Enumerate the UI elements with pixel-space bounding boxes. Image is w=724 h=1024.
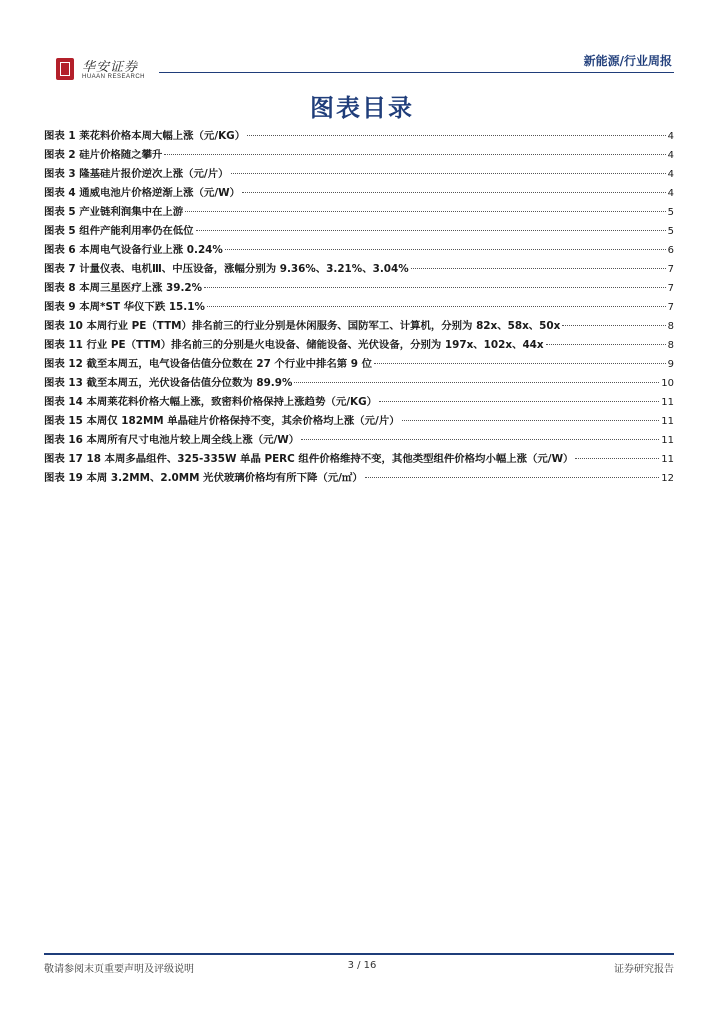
table-of-figures xyxy=(44,127,674,488)
toc-entry-page: 9 xyxy=(667,359,674,370)
toc-entry-label: 图表 1 莱花料价格本周大幅上涨（元/KG） xyxy=(44,130,246,142)
toc-entry[interactable] xyxy=(44,184,674,203)
toc-entry-page: 11 xyxy=(661,435,674,446)
toc-entry-page: 4 xyxy=(667,188,674,199)
toc-dot-leader xyxy=(207,306,666,307)
toc-entry-label: 图表 17 18 本周多晶组件、325-335W 单晶 PERC 组件价格维持不变，其他类型组件价格均小幅上涨（元/W） xyxy=(44,453,574,465)
toc-entry-label: 图表 11 行业 PE（TTM）排名前三的分别是火电设备、储能设备、光伏设备，分别为 197x、102x、44x xyxy=(44,339,544,351)
toc-entry[interactable] xyxy=(44,355,674,374)
toc-dot-leader xyxy=(231,173,666,174)
toc-dot-leader xyxy=(411,268,666,269)
toc-dot-leader xyxy=(247,135,666,136)
toc-entry-page: 11 xyxy=(661,454,674,465)
footer-divider xyxy=(44,953,674,955)
toc-entry-page: 7 xyxy=(667,283,674,294)
toc-entry-label: 图表 5 产业链利润集中在上游 xyxy=(44,206,184,218)
toc-entry-page: 4 xyxy=(667,169,674,180)
toc-dot-leader xyxy=(379,401,659,402)
report-category-title: 新能源/行业周报 xyxy=(583,54,672,68)
toc-entry[interactable] xyxy=(44,165,674,184)
toc-dot-leader xyxy=(204,287,666,288)
toc-entry-label: 图表 6 本周电气设备行业上涨 0.24% xyxy=(44,244,223,256)
toc-entry-label: 图表 13 截至本周五，光伏设备估值分位数为 89.9% xyxy=(44,377,293,389)
toc-entry-label: 图表 10 本周行业 PE（TTM）排名前三的行业分别是休闲服务、国防军工、计算机，分别为 82x、58x、50x xyxy=(44,320,561,332)
toc-entry-label: 图表 9 本周*ST 华仪下跌 15.1% xyxy=(44,301,205,313)
toc-entry-page: 7 xyxy=(667,302,674,313)
toc-entry-label: 图表 2 硅片价格随之攀升 xyxy=(44,149,163,161)
toc-dot-leader xyxy=(164,154,665,155)
toc-entry-page: 7 xyxy=(667,264,674,275)
toc-entry[interactable] xyxy=(44,260,674,279)
toc-entry-page: 12 xyxy=(661,473,674,484)
toc-entry[interactable] xyxy=(44,203,674,222)
toc-entry-page: 4 xyxy=(667,150,674,161)
toc-entry[interactable] xyxy=(44,412,674,431)
toc-entry[interactable] xyxy=(44,298,674,317)
toc-entry-label: 图表 7 计量仪表、电机Ⅲ、中压设备，涨幅分别为 9.36%、3.21%、3.04% xyxy=(44,263,409,275)
toc-entry[interactable] xyxy=(44,241,674,260)
toc-entry[interactable] xyxy=(44,146,674,165)
toc-entry-page: 8 xyxy=(667,340,674,351)
logo-chinese-name: 华安证券 xyxy=(82,60,139,75)
toc-entry-page: 11 xyxy=(661,397,674,408)
toc-entry-label: 图表 14 本周莱花料价格大幅上涨，致密料价格保持上涨趋势（元/KG） xyxy=(44,396,378,408)
toc-dot-leader xyxy=(196,230,666,231)
page-header xyxy=(44,50,674,84)
toc-entry[interactable] xyxy=(44,279,674,298)
toc-entry-label: 图表 4 通威电池片价格逆渐上涨（元/W） xyxy=(44,187,240,199)
toc-dot-leader xyxy=(575,458,659,459)
toc-entry-page: 8 xyxy=(667,321,674,332)
toc-title: 图表目录 xyxy=(310,94,414,122)
toc-dot-leader xyxy=(294,382,659,383)
toc-entry[interactable] xyxy=(44,336,674,355)
company-logo-icon xyxy=(56,58,74,80)
toc-dot-leader xyxy=(301,439,659,440)
toc-entry-page: 11 xyxy=(661,416,674,427)
toc-entry[interactable] xyxy=(44,431,674,450)
toc-entry-page: 5 xyxy=(667,226,674,237)
page-number: 3 / 16 xyxy=(347,960,377,971)
toc-dot-leader xyxy=(374,363,666,364)
toc-dot-leader xyxy=(562,325,665,326)
toc-dot-leader xyxy=(225,249,666,250)
toc-entry-label: 图表 16 本周所有尺寸电池片较上周全线上涨（元/W） xyxy=(44,434,300,446)
footer-disclaimer: 敬请参阅末页重要声明及评级说明 xyxy=(44,964,194,975)
toc-dot-leader xyxy=(185,211,665,212)
toc-entry[interactable] xyxy=(44,450,674,469)
toc-entry[interactable] xyxy=(44,317,674,336)
toc-entry-label: 图表 15 本周仅 182MM 单晶硅片价格保持不变，其余价格均上涨（元/片） xyxy=(44,415,400,427)
toc-entry-label: 图表 3 隆基硅片报价逆次上涨（元/片） xyxy=(44,168,229,180)
toc-entry-page: 10 xyxy=(661,378,674,389)
toc-entry-label: 图表 8 本周三星医疗上涨 39.2% xyxy=(44,282,203,294)
toc-entry-page: 5 xyxy=(667,207,674,218)
header-divider xyxy=(159,72,674,73)
toc-dot-leader xyxy=(365,477,660,478)
toc-entry[interactable] xyxy=(44,469,674,488)
logo-english-name: HUAAN RESEARCH xyxy=(82,74,146,80)
toc-entry-label: 图表 12 截至本周五，电气设备估值分位数在 27 个行业中排名第 9 位 xyxy=(44,358,373,370)
toc-entry-page: 4 xyxy=(667,131,674,142)
toc-entry-page: 6 xyxy=(667,245,674,256)
toc-entry[interactable] xyxy=(44,393,674,412)
toc-entry-label: 图表 5 组件产能利用率仍在低位 xyxy=(44,225,194,237)
toc-dot-leader xyxy=(242,192,666,193)
toc-entry[interactable] xyxy=(44,222,674,241)
footer-report-type: 证券研究报告 xyxy=(614,964,674,975)
toc-entry[interactable] xyxy=(44,127,674,146)
toc-entry-label: 图表 19 本周 3.2MM、2.0MM 光伏玻璃价格均有所下降（元/㎡） xyxy=(44,472,363,484)
toc-entry[interactable] xyxy=(44,374,674,393)
toc-dot-leader xyxy=(402,420,660,421)
toc-dot-leader xyxy=(546,344,666,345)
